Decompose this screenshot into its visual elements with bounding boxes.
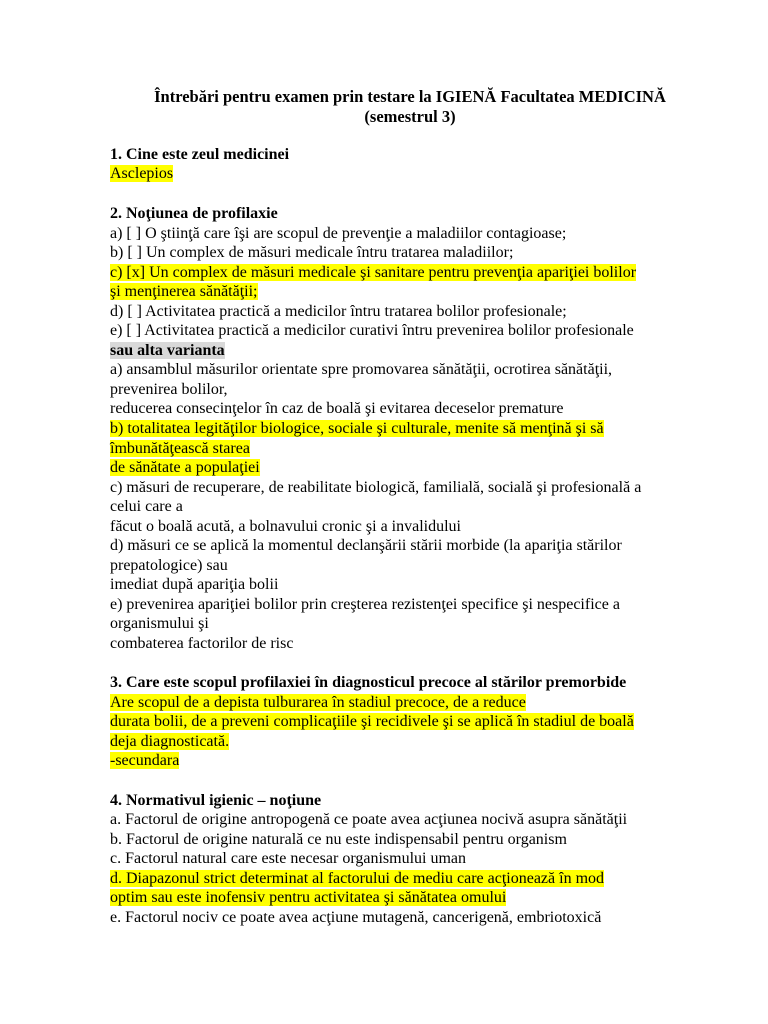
- question-3-answer-line3: deja diagnosticată.: [110, 733, 230, 750]
- question-1-answer: Asclepios: [110, 165, 174, 182]
- alt-option-e-line2: organismului şi: [110, 615, 209, 632]
- alt-option-e-line3: combaterea factorilor de risc: [110, 635, 294, 652]
- question-4-option-c: c. Factorul natural care este necesar organismului uman: [110, 850, 467, 867]
- question-2-option-a: a) [ ] O ştiinţă care îşi are scopul de prevenţie a maladiilor contagioase;: [110, 225, 567, 242]
- question-2-option-c-line2: şi menţinerea sănătăţii;: [110, 283, 258, 300]
- alt-option-c-line3: făcut o boală acută, a bolnavului cronic şi a invalidului: [110, 518, 461, 535]
- question-2-heading: 2. Noţiunea de profilaxie: [110, 205, 278, 222]
- question-4-option-a: a. Factorul de origine antropogenă ce poate avea acţiunea nocivă asupra sănătăţii: [110, 811, 628, 828]
- question-4-option-e: e. Factorul nociv ce poate avea acţiune mutagenă, cancerigenă, embriotoxică: [110, 909, 602, 926]
- document-title-line2: (semestrul 3): [364, 107, 456, 126]
- alt-option-b-line2: îmbunătăţească starea: [110, 440, 250, 457]
- alt-option-d-line3: imediat după apariţia bolii: [110, 576, 279, 593]
- question-3-answer-line2: durata bolii, de a preveni complicaţiile şi recidivele şi se aplică în stadiul de boală: [110, 713, 634, 730]
- question-2-option-d: d) [ ] Activitatea practică a medicilor întru tratarea bolilor profesionale;: [110, 303, 567, 320]
- question-2-option-e: e) [ ] Activitatea practică a medicilor curativi întru prevenirea bolilor profesionale: [110, 322, 634, 339]
- question-4-option-d-line2: optim sau este inofensiv pentru activitatea şi sănătatea omului: [110, 889, 507, 906]
- question-2-option-c-line1: c) [x] Un complex de măsuri medicale şi sanitare pentru prevenţia apariţiei bolilor: [110, 264, 637, 281]
- question-3-answer-line1: Are scopul de a depista tulburarea în stadiul precoce, de a reduce: [110, 694, 526, 711]
- question-2-option-b: b) [ ] Un complex de măsuri medicale întru tratarea maladiilor;: [110, 244, 514, 261]
- alt-option-a-line3: reducerea consecinţelor în caz de boală şi evitarea deceselor premature: [110, 400, 564, 417]
- question-4-option-b: b. Factorul de origine naturală ce nu este indispensabil pentru organism: [110, 831, 567, 848]
- alt-option-b-line1: b) totalitatea legităţilor biologice, sociale şi culturale, menite să menţină şi să: [110, 420, 604, 437]
- alt-option-c-line1: c) măsuri de recuperare, de reabilitate biologică, familială, socială şi profesională a: [110, 479, 642, 496]
- question-3-answer-line4: -secundara: [110, 752, 180, 769]
- alternative-variant-label: sau alta varianta: [110, 342, 225, 359]
- alt-option-a-line1: a) ansamblul măsurilor orientate spre promovarea sănătăţii, ocrotirea sănătăţii,: [110, 361, 613, 378]
- alt-option-b-line3: de sănătate a populaţiei: [110, 459, 260, 476]
- question-4-heading: 4. Normativul igienic – noţiune: [110, 792, 322, 809]
- question-4-option-d-line1: d. Diapazonul strict determinat al factorului de mediu care acţionează în mod: [110, 870, 605, 887]
- alt-option-d-line2: prepatologice) sau: [110, 557, 228, 574]
- alt-option-d-line1: d) măsuri ce se aplică la momentul declanşării stării morbide (la apariţia stărilor: [110, 537, 622, 554]
- question-1-heading: 1. Cine este zeul medicinei: [110, 146, 290, 163]
- question-3-heading: 3. Care este scopul profilaxiei în diagnosticul precoce al stărilor premorbide: [110, 674, 627, 691]
- alt-option-c-line2: celui care a: [110, 498, 183, 515]
- alt-option-e-line1: e) prevenirea apariţiei bolilor prin creşterea rezistenţei specifice şi nespecifice a: [110, 596, 620, 613]
- alt-option-a-line2: prevenirea bolilor,: [110, 381, 228, 398]
- document-title-line1: Întrebări pentru examen prin testare la IGIENĂ Facultatea MEDICINĂ: [154, 87, 666, 106]
